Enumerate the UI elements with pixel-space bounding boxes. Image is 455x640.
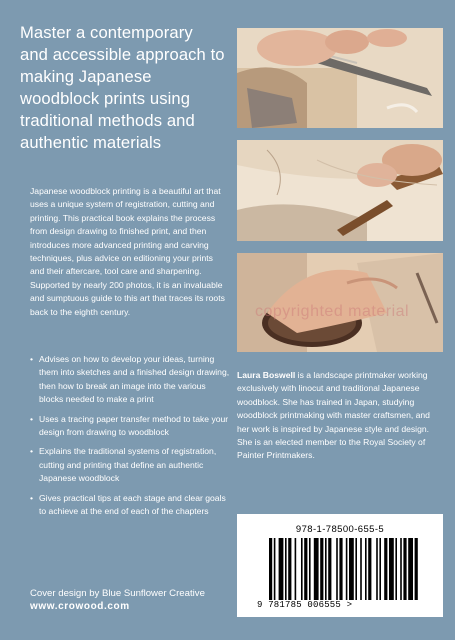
barcode-bar (379, 538, 381, 600)
barcode-digits: 9 781785 006555 > (257, 600, 353, 610)
barcode-bar (384, 538, 387, 600)
barcode-bar (368, 538, 371, 600)
author-bio-text: is a landscape printmaker working exclusively with linocut and traditional Japanese woodblock. She has trained in Japan, studying woodblock printmaking with master craftsmen, and her work is inspired by Japanese style and design. She is an elected member to the Royal Society of Painter Printmakers. (237, 370, 430, 461)
barcode-bar (285, 538, 287, 600)
barcode-bar (309, 538, 311, 600)
barcode-graphic (269, 538, 429, 600)
barcode-bar (320, 538, 323, 600)
feature-item: • Uses a tracing paper transfer method to take your design from drawing to woodblock (30, 413, 230, 440)
barcode-bar (304, 538, 307, 600)
barcode-bar (355, 538, 357, 600)
barcode-bar (349, 538, 354, 600)
back-cover-headline: Master a contemporary and accessible approach to making Japanese woodblock prints using traditional methods and authentic materials (20, 23, 225, 152)
barcode-bar (279, 538, 284, 600)
author-bio (237, 369, 443, 463)
watermark: copyrighted material (255, 303, 410, 320)
feature-list (30, 353, 230, 524)
isbn-number: 978-1-78500-655-5 (295, 524, 385, 535)
feature-item: • Explains the traditional systems of registration, cutting and printing that define an authentic Japanese woodblock (30, 445, 230, 485)
barcode-bar (325, 538, 327, 600)
carving-photo-2 (237, 140, 443, 241)
author-name: Laura Boswell (237, 370, 296, 380)
intro-paragraph: Japanese woodblock printing is a beautiful art that uses a unique system of registration, cutting and printing. This practical book explains the process from design drawing to finished print, and then introduces more advanced printing and carving techniques, plus advice on editioning your prints and their aftercare, tool care and sharpening. Supported by nearly 200 photos, it is an invaluable and sumptuous guide to this art that traces its roots back to the eighth century. (30, 186, 225, 317)
barcode-bar (269, 538, 272, 600)
barcode-bar (389, 538, 394, 600)
barcode-bar (301, 538, 303, 600)
barcode-bar (408, 538, 413, 600)
carving-photo-1 (237, 28, 443, 128)
feature-item: • Gives practical tips at each stage and clear goals to achieve at the end of each of the chapters (30, 492, 230, 519)
barcode-bar (288, 538, 291, 600)
barcode-bar (346, 538, 348, 600)
isbn-barcode-panel (237, 514, 443, 617)
barcode-bar (314, 538, 319, 600)
barcode-bar (360, 538, 362, 600)
barcode-bar (395, 538, 397, 600)
barcode-bar (400, 538, 402, 600)
cover-design-credit: Cover design by Blue Sunflower Creative (30, 588, 205, 599)
barcode-bar (365, 538, 367, 600)
barcode-bar (403, 538, 406, 600)
barcode-bar (328, 538, 331, 600)
feature-item: • Advises on how to develop your ideas, turning them into sketches and a finished design drawing, then how to break an image into the various blocks needed to make a print (30, 353, 230, 407)
barcode-bar (274, 538, 276, 600)
barcode-bar (376, 538, 378, 600)
barcode-bar (415, 538, 418, 600)
barcode-bar (295, 538, 297, 600)
barcode-bar (339, 538, 342, 600)
barcode-bar (336, 538, 338, 600)
publisher-url: www.crowood.com (30, 601, 130, 612)
